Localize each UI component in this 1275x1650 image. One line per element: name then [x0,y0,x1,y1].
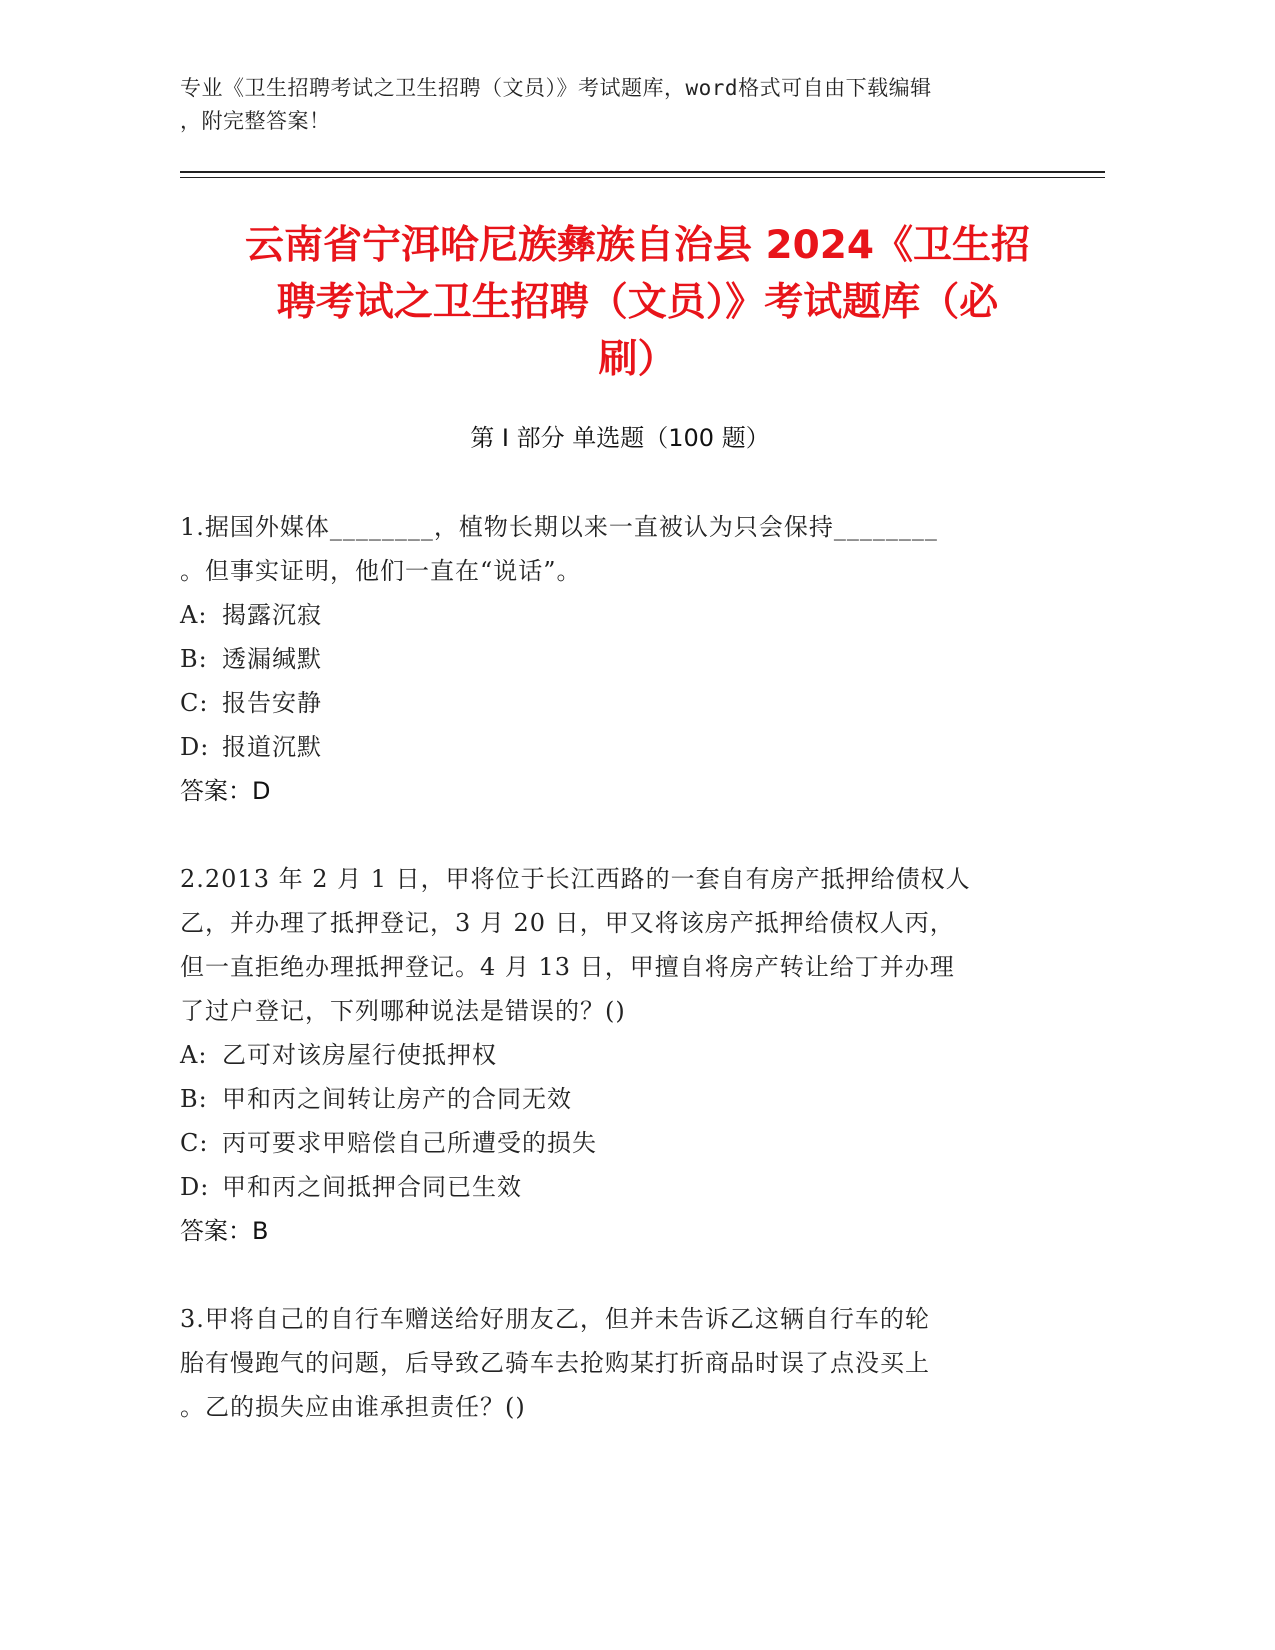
option-letter: B: [180,1085,208,1113]
title-line: 聘考试之卫生招聘（文员）》考试题库（必 [276,280,999,325]
option-text: 揭露沉寂 [222,601,322,629]
question-text-line: 胎有慢跑气的问题，后导致乙骑车去抢购某打折商品时误了点没买上 [180,1349,930,1377]
option-text: 甲和丙之间转让房产的合同无效 [222,1085,572,1113]
question-text-line: 2.2013 年 2 月 1 日，甲将位于长江西路的一套自有房产抵押给债权人 [180,865,971,893]
option-text: 报道沉默 [222,733,322,761]
question-text-line: 乙，并办理了抵押登记，3 月 20 日，甲又将该房产抵押给债权人丙， [180,909,955,937]
answer-line: 答案：D [180,777,271,805]
option-b [180,637,1060,681]
option-b [180,1077,1060,1121]
option-text: 甲和丙之间抵押合同已生效 [222,1173,522,1201]
title-line: 云南省宁洱哈尼族彝族自治县 2024《卫生招 [244,223,1031,268]
question-text-line: 。但事实证明，他们一直在“说话”。 [180,557,582,585]
option-a [180,593,1060,637]
section-title: 第 I 部分 单选题（100 题） [470,424,770,452]
option-d [180,1165,1060,1209]
header-note-line: ，附完整答案！ [180,109,331,133]
option-text: 透漏缄默 [222,645,322,673]
option-letter: A: [180,601,208,629]
question-text-line: 。乙的损失应由谁承担责任？() [180,1393,526,1421]
answer-line: 答案：B [180,1217,269,1245]
header-note-line: 专业《卫生招聘考试之卫生招聘（文员）》考试题库，word格式可自由下载编辑 [180,76,932,100]
option-c [180,681,1060,725]
question-text-line: 了过户登记，下列哪种说法是错误的？() [180,997,626,1025]
option-text: 乙可对该房屋行使抵押权 [222,1041,497,1069]
option-a [180,1033,1060,1077]
option-letter: C: [180,1129,209,1157]
question-text-line: 3.甲将自己的自行车赠送给好朋友乙，但并未告诉乙这辆自行车的轮 [180,1305,930,1333]
option-letter: D: [180,733,210,761]
header-divider [180,171,1105,173]
option-letter: D: [180,1173,210,1201]
option-letter: B: [180,645,208,673]
header-note [180,72,1060,138]
title-line: 刷） [598,337,677,382]
question-3 [180,1297,1060,1429]
document-title [175,217,1100,388]
option-text: 报告安静 [222,689,322,717]
header-divider-thin [180,177,1105,178]
option-letter: A: [180,1041,208,1069]
option-d [180,725,1060,769]
question-text-line: 1.据国外媒体________，植物长期以来一直被认为只会保持________ [180,513,938,541]
question-text-line: 但一直拒绝办理抵押登记。4 月 13 日，甲擅自将房产转让给丁并办理 [180,953,955,981]
question-list [180,505,1060,1473]
question-1 [180,505,1060,813]
question-2 [180,857,1060,1253]
option-letter: C: [180,689,209,717]
option-text: 丙可要求甲赔偿自己所遭受的损失 [222,1129,597,1157]
option-c [180,1121,1060,1165]
